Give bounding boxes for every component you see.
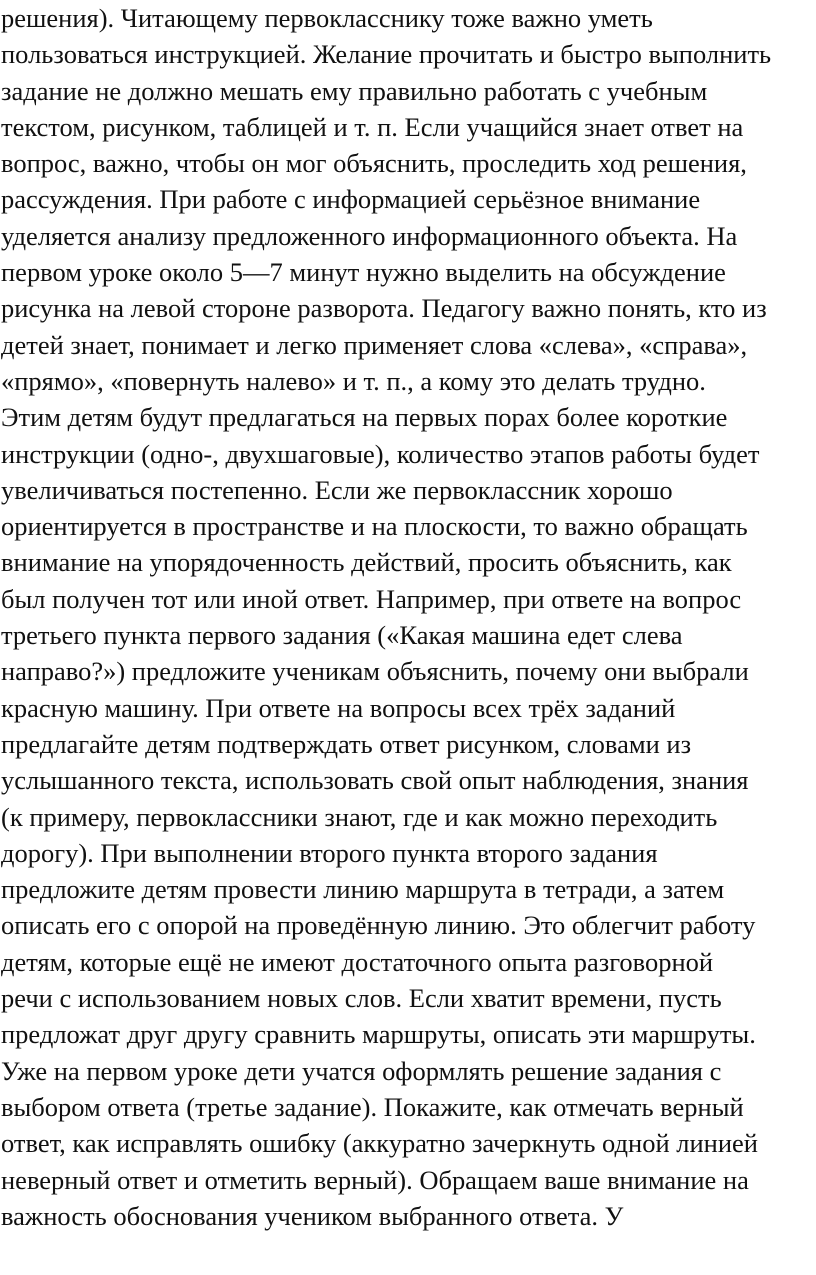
body-text xyxy=(1,0,816,1234)
text-line: текстом, рисунком, таблицей и т. п. Если учащийся знает ответ на xyxy=(1,111,744,142)
text-line: третьего пункта первого задания («Какая машина едет слева xyxy=(1,620,683,651)
text-line: выбором ответа (третье задание). Покажите, как отмечать верный xyxy=(1,1091,744,1122)
text-line: направо?») предложите ученикам объяснить, почему они выбрали xyxy=(1,656,749,687)
text-line: первом уроке около 5—7 минут нужно выделить на обсуждение xyxy=(1,257,726,288)
text-line: увеличиваться постепенно. Если же первоклассник хорошо xyxy=(1,474,673,505)
text-line: детей знает, понимает и легко применяет слова «слева», «справа», xyxy=(1,329,748,360)
text-line: важность обоснования учеником выбранного ответа. У xyxy=(1,1200,624,1231)
text-line: детям, которые ещё не имеют достаточного опыта разговорной xyxy=(1,946,714,977)
text-line: рассуждения. При работе с информацией серьёзное внимание xyxy=(1,184,701,215)
text-line: решения). Читающему первокласснику тоже важно уметь xyxy=(1,3,653,33)
text-line: предлагайте детям подтверждать ответ рисунком, словами из xyxy=(1,728,692,759)
text-line: «прямо», «повернуть налево» и т. п., а кому это делать трудно. xyxy=(1,365,706,396)
text-line: красную машину. При ответе на вопросы всех трёх заданий xyxy=(1,692,676,723)
text-line: услышанного текста, использовать свой опыт наблюдения, знания xyxy=(1,765,749,796)
text-line: задание не должно мешать ему правильно работать с учебным xyxy=(1,75,708,106)
text-line: предложат друг другу сравнить маршруты, описать эти маршруты. xyxy=(1,1019,756,1050)
text-line: речи с использованием новых слов. Если хватит времени, пусть xyxy=(1,983,722,1014)
text-line: ответ, как исправлять ошибку (аккуратно зачеркнуть одной линией xyxy=(1,1128,758,1159)
text-line: уделяется анализу предложенного информационного объекта. На xyxy=(1,220,738,251)
text-line: предложите детям провести линию маршрута в тетради, а затем xyxy=(1,874,725,905)
text-line: пользоваться инструкцией. Желание прочитать и быстро выполнить xyxy=(1,39,772,70)
text-line: Уже на первом уроке дети учатся оформлять решение задания с xyxy=(1,1055,722,1086)
text-line: вопрос, важно, чтобы он мог объяснить, проследить ход решения, xyxy=(1,148,747,179)
text-line: дорогу). При выполнении второго пункта второго задания xyxy=(1,837,658,868)
text-line: Этим детям будут предлагаться на первых порах более короткие xyxy=(1,402,728,433)
text-line: (к примеру, первоклассники знают, где и как можно переходить xyxy=(1,801,718,832)
text-line: неверный ответ и отметить верный). Обращаем ваше внимание на xyxy=(1,1164,749,1195)
text-line: описать его с опорой на проведённую линию. Это облегчит работу xyxy=(1,910,756,941)
text-line: рисунка на левой стороне разворота. Педагогу важно понять, кто из xyxy=(1,293,767,324)
text-line: был получен тот или иной ответ. Например, при ответе на вопрос xyxy=(1,583,742,614)
text-line: ориентируется в пространстве и на плоскости, то важно обращать xyxy=(1,511,748,542)
text-line: внимание на упорядоченность действий, просить объяснить, как xyxy=(1,547,732,578)
text-line: инструкции (одно-, двухшаговые), количество этапов работы будет xyxy=(1,438,760,469)
